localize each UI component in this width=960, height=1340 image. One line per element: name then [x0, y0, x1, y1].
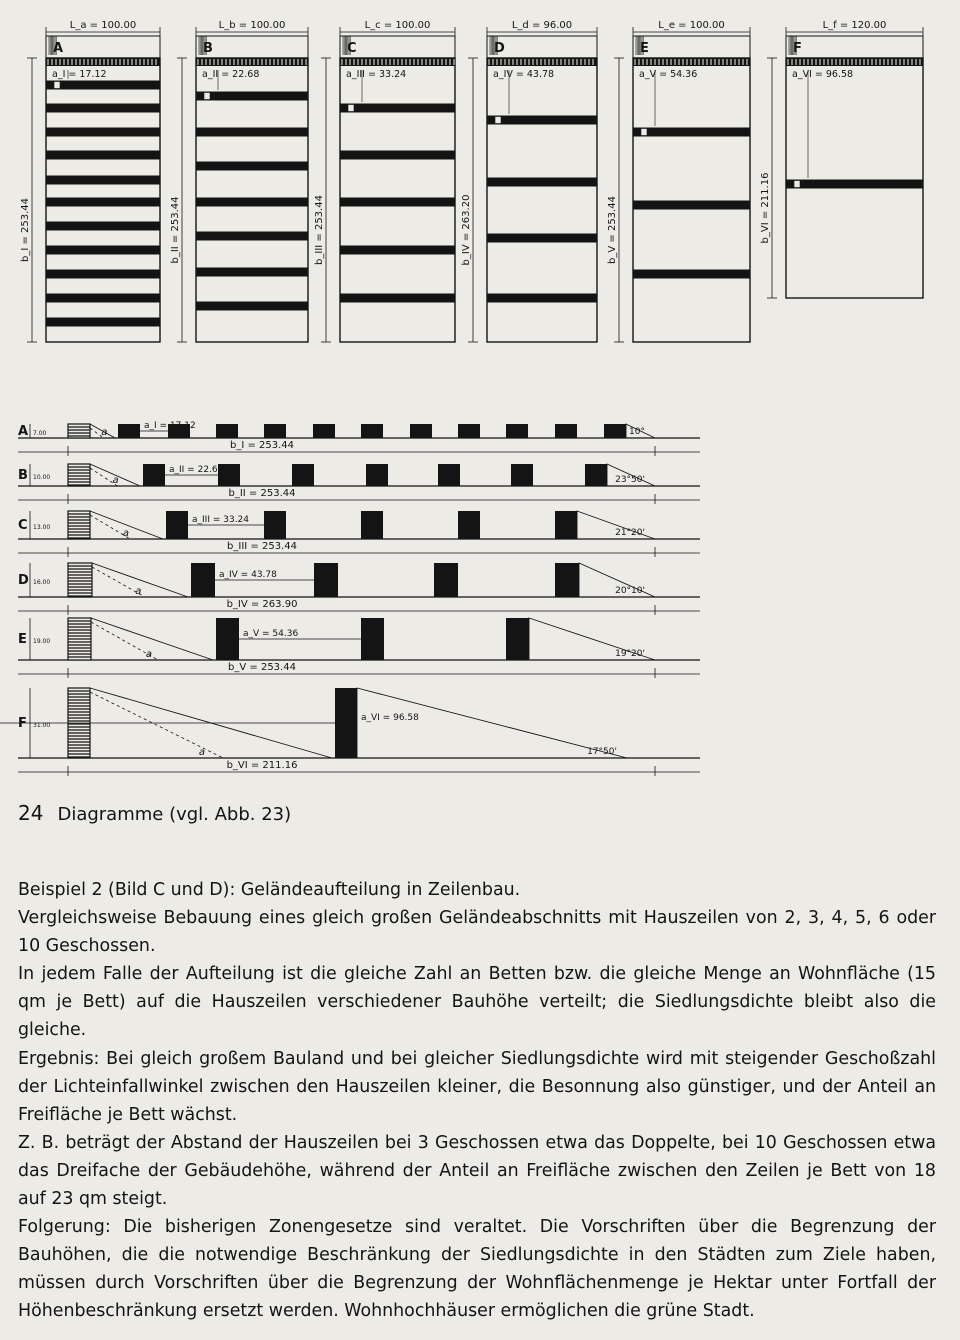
building-section — [555, 511, 577, 539]
building-row — [46, 222, 160, 231]
plan-depth-label: b_VI = 211.16 — [760, 172, 771, 244]
building-row — [46, 198, 160, 207]
building-section — [361, 424, 383, 438]
plan-spacing-label: a_III = 33.24 — [346, 69, 407, 80]
section-angle-label: 21°20' — [615, 528, 645, 538]
angle-alpha-symbol: a — [135, 586, 142, 597]
plot-outline — [786, 58, 923, 298]
section-depth-label: b_VI = 211.16 — [226, 760, 298, 771]
building-section — [264, 511, 286, 539]
plan-letter: A — [53, 41, 64, 56]
letter-box — [340, 36, 455, 58]
building-section — [361, 511, 383, 539]
plan-spacing-label: a_IV = 43.78 — [493, 69, 555, 80]
row-depth-marker — [495, 117, 501, 124]
street-band — [196, 58, 308, 66]
section-diagrams — [0, 410, 960, 790]
building-section — [264, 424, 286, 438]
building-section — [511, 464, 533, 486]
section-spacing-label: a_III = 33.24 — [192, 515, 250, 525]
body-text — [18, 876, 936, 1326]
building-section — [458, 511, 480, 539]
building-row — [196, 92, 308, 101]
section-depth-label: b_V = 253.44 — [228, 662, 296, 673]
section-angle-label: 19°20' — [615, 649, 645, 659]
section-depth-label: b_I = 253.44 — [229, 440, 295, 451]
building-row — [196, 128, 308, 137]
row-depth-marker — [54, 82, 60, 89]
building-section — [604, 424, 626, 438]
building-hatched — [68, 511, 90, 539]
plan-letter: D — [494, 41, 505, 56]
building-row — [46, 81, 160, 90]
section-spacing-label: a_IV = 43.78 — [219, 570, 277, 580]
building-section — [216, 618, 239, 660]
section-depth-label: b_II = 253.44 — [228, 488, 296, 499]
section-e — [18, 618, 700, 678]
paragraph: Ergebnis: Bei gleich großem Bauland und bei gleicher Siedlungsdichte wird mit steigender Geschoßzahl der Lichteinfallwinkel zwischen den Hauszeilen kleiner, die Besonnung also günstiger, und der Anteil an Freifläche je Bett wächst. — [18, 1048, 936, 1125]
plan-width-label: L_a = 100.00 — [69, 20, 137, 31]
paragraph: Folgerung: Die bisherigen Zonengesetze sind veraltet. Die Vorschriften über die Begrenzung der Bauhöhen, die die notwendige Beschränkung der Siedlungsdichte in den Städten zum Ziele haben, müssen durch Vorschriften über die Begrenzung der Wohnflächenmenge je Hektar unter Fortfall der Höhenbeschränkung ersetzt werden. Wohnhochhäuser ermöglichen die grüne Stadt. — [18, 1217, 936, 1322]
plan-spacing-label: a_I = 17.12 — [52, 69, 107, 80]
building-row — [46, 151, 160, 160]
site-plan-a — [20, 20, 160, 342]
plan-depth-label: b_I = 253.44 — [20, 197, 31, 263]
paragraph: Z. B. beträgt der Abstand der Hauszeilen bei 3 Geschossen etwa das Doppelte, bei 10 Geschossen etwa das Dreifache der Gebäudehöhe, während der Anteil an Freifläche zwischen den Zeilen je Bett von 18 auf 23 qm steigt. — [18, 1132, 936, 1210]
building-row — [487, 294, 597, 303]
section-spacing-label: a_I = 17.12 — [144, 421, 196, 431]
building-section — [143, 464, 165, 486]
plan-width-label: L_d = 96.00 — [511, 20, 573, 31]
building-section — [118, 424, 140, 438]
plan-spacing-label: a_V = 54.36 — [639, 69, 698, 80]
plan-depth-label: b_III = 253.44 — [314, 195, 325, 265]
building-row — [340, 294, 455, 303]
section-letter: B — [18, 468, 28, 483]
section-spacing-label: a_V = 54.36 — [243, 629, 299, 639]
plan-spacing-label: a_VI = 96.58 — [792, 69, 854, 80]
figure-caption — [18, 801, 291, 825]
section-c — [18, 511, 700, 557]
angle-alpha-symbol: a — [122, 528, 129, 539]
building-row — [487, 178, 597, 187]
building-row — [46, 318, 160, 327]
building-section — [410, 424, 432, 438]
building-section — [292, 464, 314, 486]
section-angle-label: 17°50' — [587, 747, 617, 757]
building-section — [555, 424, 577, 438]
building-hatched — [68, 464, 90, 486]
letter-box — [633, 36, 750, 58]
building-row — [46, 104, 160, 113]
plot-outline — [633, 58, 750, 342]
section-depth-label: b_IV = 263.90 — [226, 599, 298, 610]
plan-letter: B — [203, 41, 213, 56]
section-spacing-label: a_II = 22.68 — [169, 465, 224, 475]
plan-depth-label: b_V = 253.44 — [607, 196, 618, 264]
site-plan-c — [314, 20, 455, 342]
building-hatched — [68, 424, 90, 438]
building-section — [216, 424, 238, 438]
building-row — [487, 116, 597, 125]
angle-alpha-symbol: a — [145, 649, 153, 660]
paragraph: Beispiel 2 (Bild C und D): Geländeaufteilung in Zeilenbau. — [18, 880, 521, 900]
paragraph: Vergleichsweise Bebauung eines gleich großen Geländeabschnitts mit Hauszeilen von 2, 3, 4, 5, 6 oder 10 Geschossen. — [18, 908, 936, 957]
street-band — [786, 58, 923, 66]
section-height-label: 31.00 — [33, 722, 51, 729]
plan-width-label: L_c = 100.00 — [364, 20, 431, 31]
figure-number: 24 — [18, 801, 44, 825]
plan-width-label: L_e = 100.00 — [658, 20, 725, 31]
section-letter: E — [18, 632, 27, 647]
building-row — [340, 151, 455, 160]
building-section — [191, 563, 215, 597]
section-depth-label: b_III = 253.44 — [227, 541, 297, 552]
building-hatched — [68, 618, 91, 660]
section-a — [18, 421, 700, 456]
building-section — [506, 424, 528, 438]
letter-box — [46, 36, 160, 58]
angle-alpha-symbol: a — [101, 427, 108, 438]
row-depth-marker — [348, 105, 354, 112]
section-angle-label: 10° — [629, 427, 645, 437]
site-plan-d — [461, 20, 597, 342]
plan-letter: C — [347, 41, 357, 56]
building-section — [585, 464, 607, 486]
section-height-label: 16.00 — [33, 579, 51, 586]
plan-width-label: L_b = 100.00 — [218, 20, 286, 31]
section-angle-label: 23°50' — [615, 475, 645, 485]
building-row — [196, 232, 308, 241]
plan-depth-label: b_IV = 263.20 — [461, 194, 472, 266]
building-row — [196, 268, 308, 277]
building-row — [46, 270, 160, 279]
section-f — [0, 688, 700, 776]
section-height-label: 10.00 — [33, 474, 51, 481]
section-height-label: 19.00 — [33, 638, 51, 645]
building-section — [438, 464, 460, 486]
building-row — [633, 270, 750, 279]
site-plan-f — [760, 20, 923, 298]
row-depth-marker — [794, 181, 800, 188]
building-hatched — [68, 563, 92, 597]
building-section — [361, 618, 384, 660]
building-row — [46, 176, 160, 185]
building-row — [46, 128, 160, 137]
street-band — [46, 58, 160, 66]
section-height-label: 13.00 — [33, 524, 51, 531]
section-height-label: 7.00 — [33, 430, 47, 437]
building-row — [633, 201, 750, 210]
plan-width-label: L_f = 120.00 — [822, 20, 887, 31]
building-row — [487, 234, 597, 243]
building-section — [166, 511, 188, 539]
building-row — [196, 302, 308, 311]
building-row — [46, 294, 160, 303]
section-letter: D — [18, 573, 29, 588]
section-d — [18, 563, 700, 615]
building-section — [506, 618, 529, 660]
plan-letter: F — [793, 41, 802, 56]
angle-alpha-symbol: a — [112, 475, 119, 486]
building-section — [458, 424, 480, 438]
building-row — [786, 180, 923, 189]
building-row — [46, 246, 160, 255]
row-depth-marker — [641, 129, 647, 136]
building-section — [434, 563, 458, 597]
building-row — [196, 198, 308, 207]
building-section — [313, 424, 335, 438]
building-outline — [68, 563, 92, 597]
plan-letter: E — [640, 41, 649, 56]
paragraph: In jedem Falle der Aufteilung ist die gleiche Zahl an Betten bzw. die gleiche Menge an Wohnfläche (15 qm je Bett) auf die Hauszeilen verschiedener Bauhöhe verteilt; die Siedlungsdichte bleibt also die gleiche. — [18, 964, 936, 1041]
building-section — [366, 464, 388, 486]
figure-caption-text: Diagramme (vgl. Abb. 23) — [57, 804, 292, 825]
building-row — [196, 162, 308, 171]
plan-depth-label: b_II = 253.44 — [170, 196, 181, 264]
section-b — [18, 464, 700, 504]
site-plan-e — [607, 20, 750, 342]
plan-spacing-label: a_II = 22.68 — [202, 69, 260, 80]
site-plan-diagrams — [0, 0, 960, 370]
building-section — [555, 563, 579, 597]
site-plan-b — [170, 20, 308, 342]
building-section — [314, 563, 338, 597]
building-row — [633, 128, 750, 137]
section-letter: A — [18, 424, 29, 439]
letter-box — [786, 36, 923, 58]
building-row — [340, 104, 455, 113]
section-spacing-label: a_VI = 96.58 — [361, 713, 419, 723]
section-letter: C — [18, 518, 28, 533]
row-depth-marker — [204, 93, 210, 100]
building-row — [340, 198, 455, 207]
building-row — [340, 246, 455, 255]
angle-alpha-symbol: a — [198, 747, 206, 758]
section-letter: F — [18, 716, 27, 731]
section-angle-label: 20°10' — [615, 586, 645, 596]
